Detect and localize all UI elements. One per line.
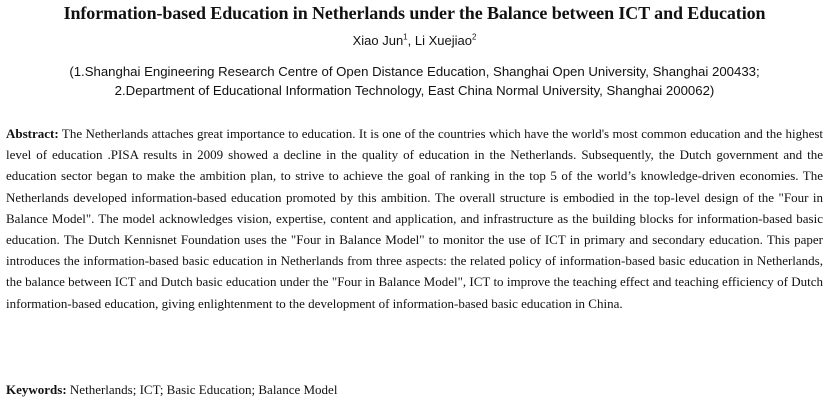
abstract	[6, 123, 823, 314]
abstract-text: The Netherlands attaches great importance to education. It is one of the countries which have the world's most common education and the highest level of education .PISA results in 2009 showed a decline in the quality of education in the Netherlands. Subsequently, the Dutch government and the education sector began to make the ambition plan, to strive to achieve the goal of ranking in the top 5 of the world’s knowledge-driven economies. The Netherlands developed information-based education promoted by this ambition. The overall structure is embodied in the top-level design of the "Four in Balance Model". The model acknowledges vision, expertise, content and application, and infrastructure as the building blocks for information-based basic education. The Dutch Kennisnet Foundation uses the "Four in Balance Model" to monitor the use of ICT in primary and secondary education. This paper introduces the information-based basic education in Netherlands from three aspects: the related policy of information-based basic education in Netherlands, the balance between ICT and Dutch basic education under the "Four in Balance Model", ICT to improve the teaching effect and teaching efficiency of Dutch information-based education, giving enlightenment to the development of information-based basic education in China.	[6, 126, 824, 311]
affiliations	[0, 62, 829, 100]
author-separator: ,	[407, 33, 415, 48]
author-affiliation-marker: 1	[403, 32, 408, 42]
keywords	[6, 381, 823, 399]
author-line	[0, 33, 829, 49]
author-name: Xiao Jun	[352, 33, 404, 48]
author-name: Li Xuejiao	[414, 33, 472, 48]
paper-title: Information-based Education in Netherlands under the Balance between ICT and Education	[63, 3, 766, 23]
keywords-label: Keywords:	[6, 382, 67, 397]
abstract-label: Abstract:	[6, 126, 59, 141]
affiliation-line: 2.Department of Educational Information Technology, East China Normal University, Shanghai 200062)	[114, 83, 715, 98]
author-affiliation-marker: 2	[471, 32, 477, 42]
keywords-text: Netherlands; ICT; Basic Education; Balance Model	[69, 382, 338, 397]
affiliation-line: (1.Shanghai Engineering Research Centre of Open Distance Education, Shanghai Open University, Shanghai 200433;	[69, 64, 760, 79]
